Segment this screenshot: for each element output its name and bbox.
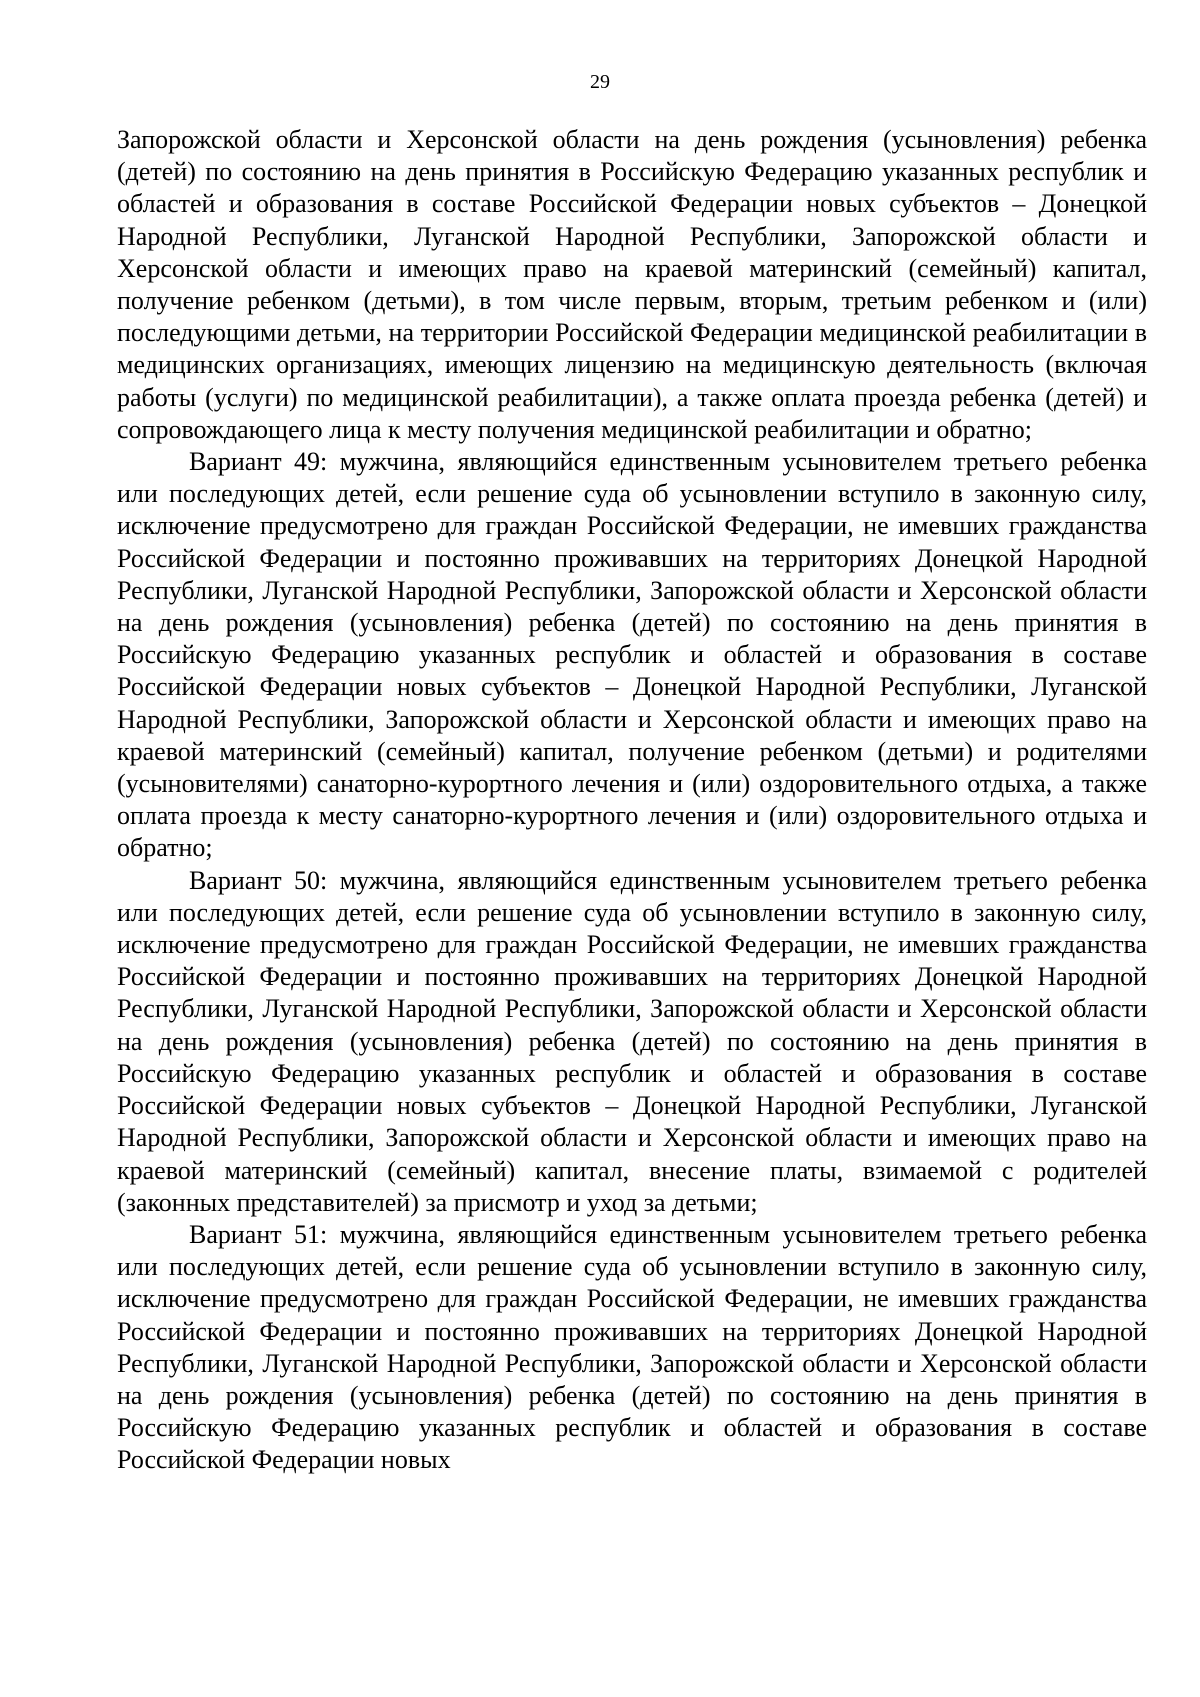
paragraph-variant-49: Вариант 49: мужчина, являющийся единственным усыновителем третьего ребенка или последующих детей, если решение суда об усыновлении вступило в законную силу, исключение предусмотрено для граждан Российской Федерации, не имевших гражданства Российской Федерации и постоянно проживавших на территориях Донецкой Народной Республики, Луганской Народной Республики, Запорожской области и Херсонской области на день рождения (усыновления) ребенка (детей) по состоянию на день принятия в Российскую Федерацию указанных республик и областей и образования в составе Российской Федерации новых субъектов – Донецкой Народной Республики, Луганской Народной Республики, Запорожской области и Херсонской области и имеющих право на краевой материнский (семейный) капитал, получение ребенком (детьми) и родителями (усыновителями) санаторно-курортного лечения и (или) оздоровительного отдыха, а также оплата проезда к месту санаторно-курортного лечения и (или) оздоровительного отдыха и обратно; <box>117 447 1147 863</box>
paragraph-variant-51: Вариант 51: мужчина, являющийся единственным усыновителем третьего ребенка или последующих детей, если решение суда об усыновлении вступило в законную силу, исключение предусмотрено для граждан Российской Федерации, не имевших гражданства Российской Федерации и постоянно проживавших на территориях Донецкой Народной Республики, Луганской Народной Республики, Запорожской области и Херсонской области на день рождения (усыновления) ребенка (детей) по состоянию на день принятия в Российскую Федерацию указанных республик и областей и образования в составе Российской Федерации новых <box>117 1219 1147 1475</box>
paragraph-variant-50: Вариант 50: мужчина, являющийся единственным усыновителем третьего ребенка или последующих детей, если решение суда об усыновлении вступило в законную силу, исключение предусмотрено для граждан Российской Федерации, не имевших гражданства Российской Федерации и постоянно проживавших на территориях Донецкой Народной Республики, Луганской Народной Республики, Запорожской области и Херсонской области на день рождения (усыновления) ребенка (детей) по состоянию на день принятия в Российскую Федерацию указанных республик и областей и образования в составе Российской Федерации новых субъектов – Донецкой Народной Республики, Луганской Народной Республики, Запорожской области и Херсонской области и имеющих право на краевой материнский (семейный) капитал, внесение платы, взимаемой с родителей (законных представителей) за присмотр и уход за детьми; <box>117 865 1147 1217</box>
document-body <box>117 124 1147 1477</box>
page-number: 29 <box>590 71 610 93</box>
paragraph-continuation: Запорожской области и Херсонской области на день рождения (усыновления) ребенка (детей) по состоянию на день принятия в Российскую Федерацию указанных республик и областей и образования в составе Российской Федерации новых субъектов – Донецкой Народной Республики, Луганской Народной Республики, Запорожской области и Херсонской области и имеющих право на краевой материнский (семейный) капитал, получение ребенком (детьми), в том числе первым, вторым, третьим ребенком и (или) последующими детьми, на территории Российской Федерации медицинской реабилитации в медицинских организациях, имеющих лицензию на медицинскую деятельность (включая работы (услуги) по медицинской реабилитации), а также оплата проезда ребенка (детей) и сопровождающего лица к месту получения медицинской реабилитации и обратно; <box>117 125 1147 444</box>
